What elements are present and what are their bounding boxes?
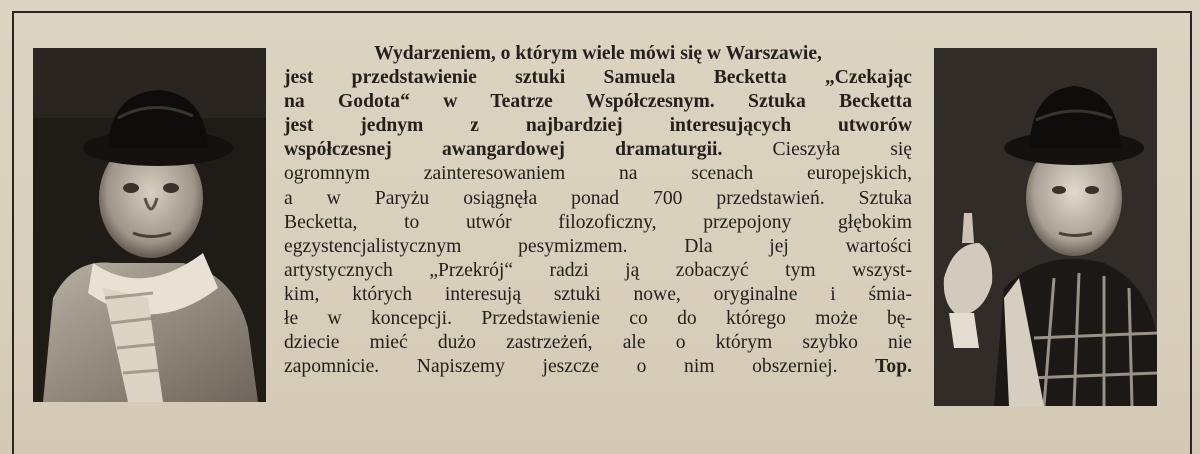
text-line-3: na Godota“ w Teatrze Współczesnym. Sztuka Becketta	[284, 91, 912, 113]
text-line-9: egzystencjalistycznym pesymizmem. Dla jej wartości	[284, 235, 912, 257]
text-line-14: zapomnicie. Napiszemy jeszcze o nim obszerniej. Top.	[284, 356, 912, 378]
text-line-10: artystycznych „Przekrój“ radzi ją zobaczyć tym wszyst-	[284, 259, 912, 281]
text-line-1: Wydarzeniem, o którym wiele mówi się w Warszawie,	[374, 43, 822, 64]
right-rule	[1190, 11, 1192, 454]
text-line-11: kim, których interesują sztuki nowe, oryginalne i śmia-	[284, 283, 912, 305]
signature: Top.	[875, 356, 912, 378]
text-line-7: a w Paryżu osiągnęła ponad 700 przedstawień. Sztuka	[284, 187, 912, 209]
actor-photo-right	[934, 48, 1157, 406]
article-text	[284, 42, 912, 379]
text-line-5: współczesnej awangardowej dramaturgii. Cieszyła się	[284, 139, 912, 161]
text-line-12: łe w koncepcji. Przedstawienie co do którego może bę-	[284, 308, 912, 330]
text-line-13: dziecie mieć dużo zastrzeżeń, ale o którym szybko nie	[284, 332, 912, 354]
actor-photo-left	[33, 48, 266, 402]
left-rule	[12, 11, 14, 454]
text-line-6: ogromnym zainteresowaniem na scenach europejskich,	[284, 163, 912, 185]
top-rule	[12, 11, 1192, 13]
text-line-2: jest przedstawienie sztuki Samuela Becketta „Czekając	[284, 67, 912, 89]
text-line-8: Becketta, to utwór filozoficzny, przepojony głębokim	[284, 211, 912, 233]
text-line-4: jest jednym z najbardziej interesujących utworów	[284, 115, 912, 137]
